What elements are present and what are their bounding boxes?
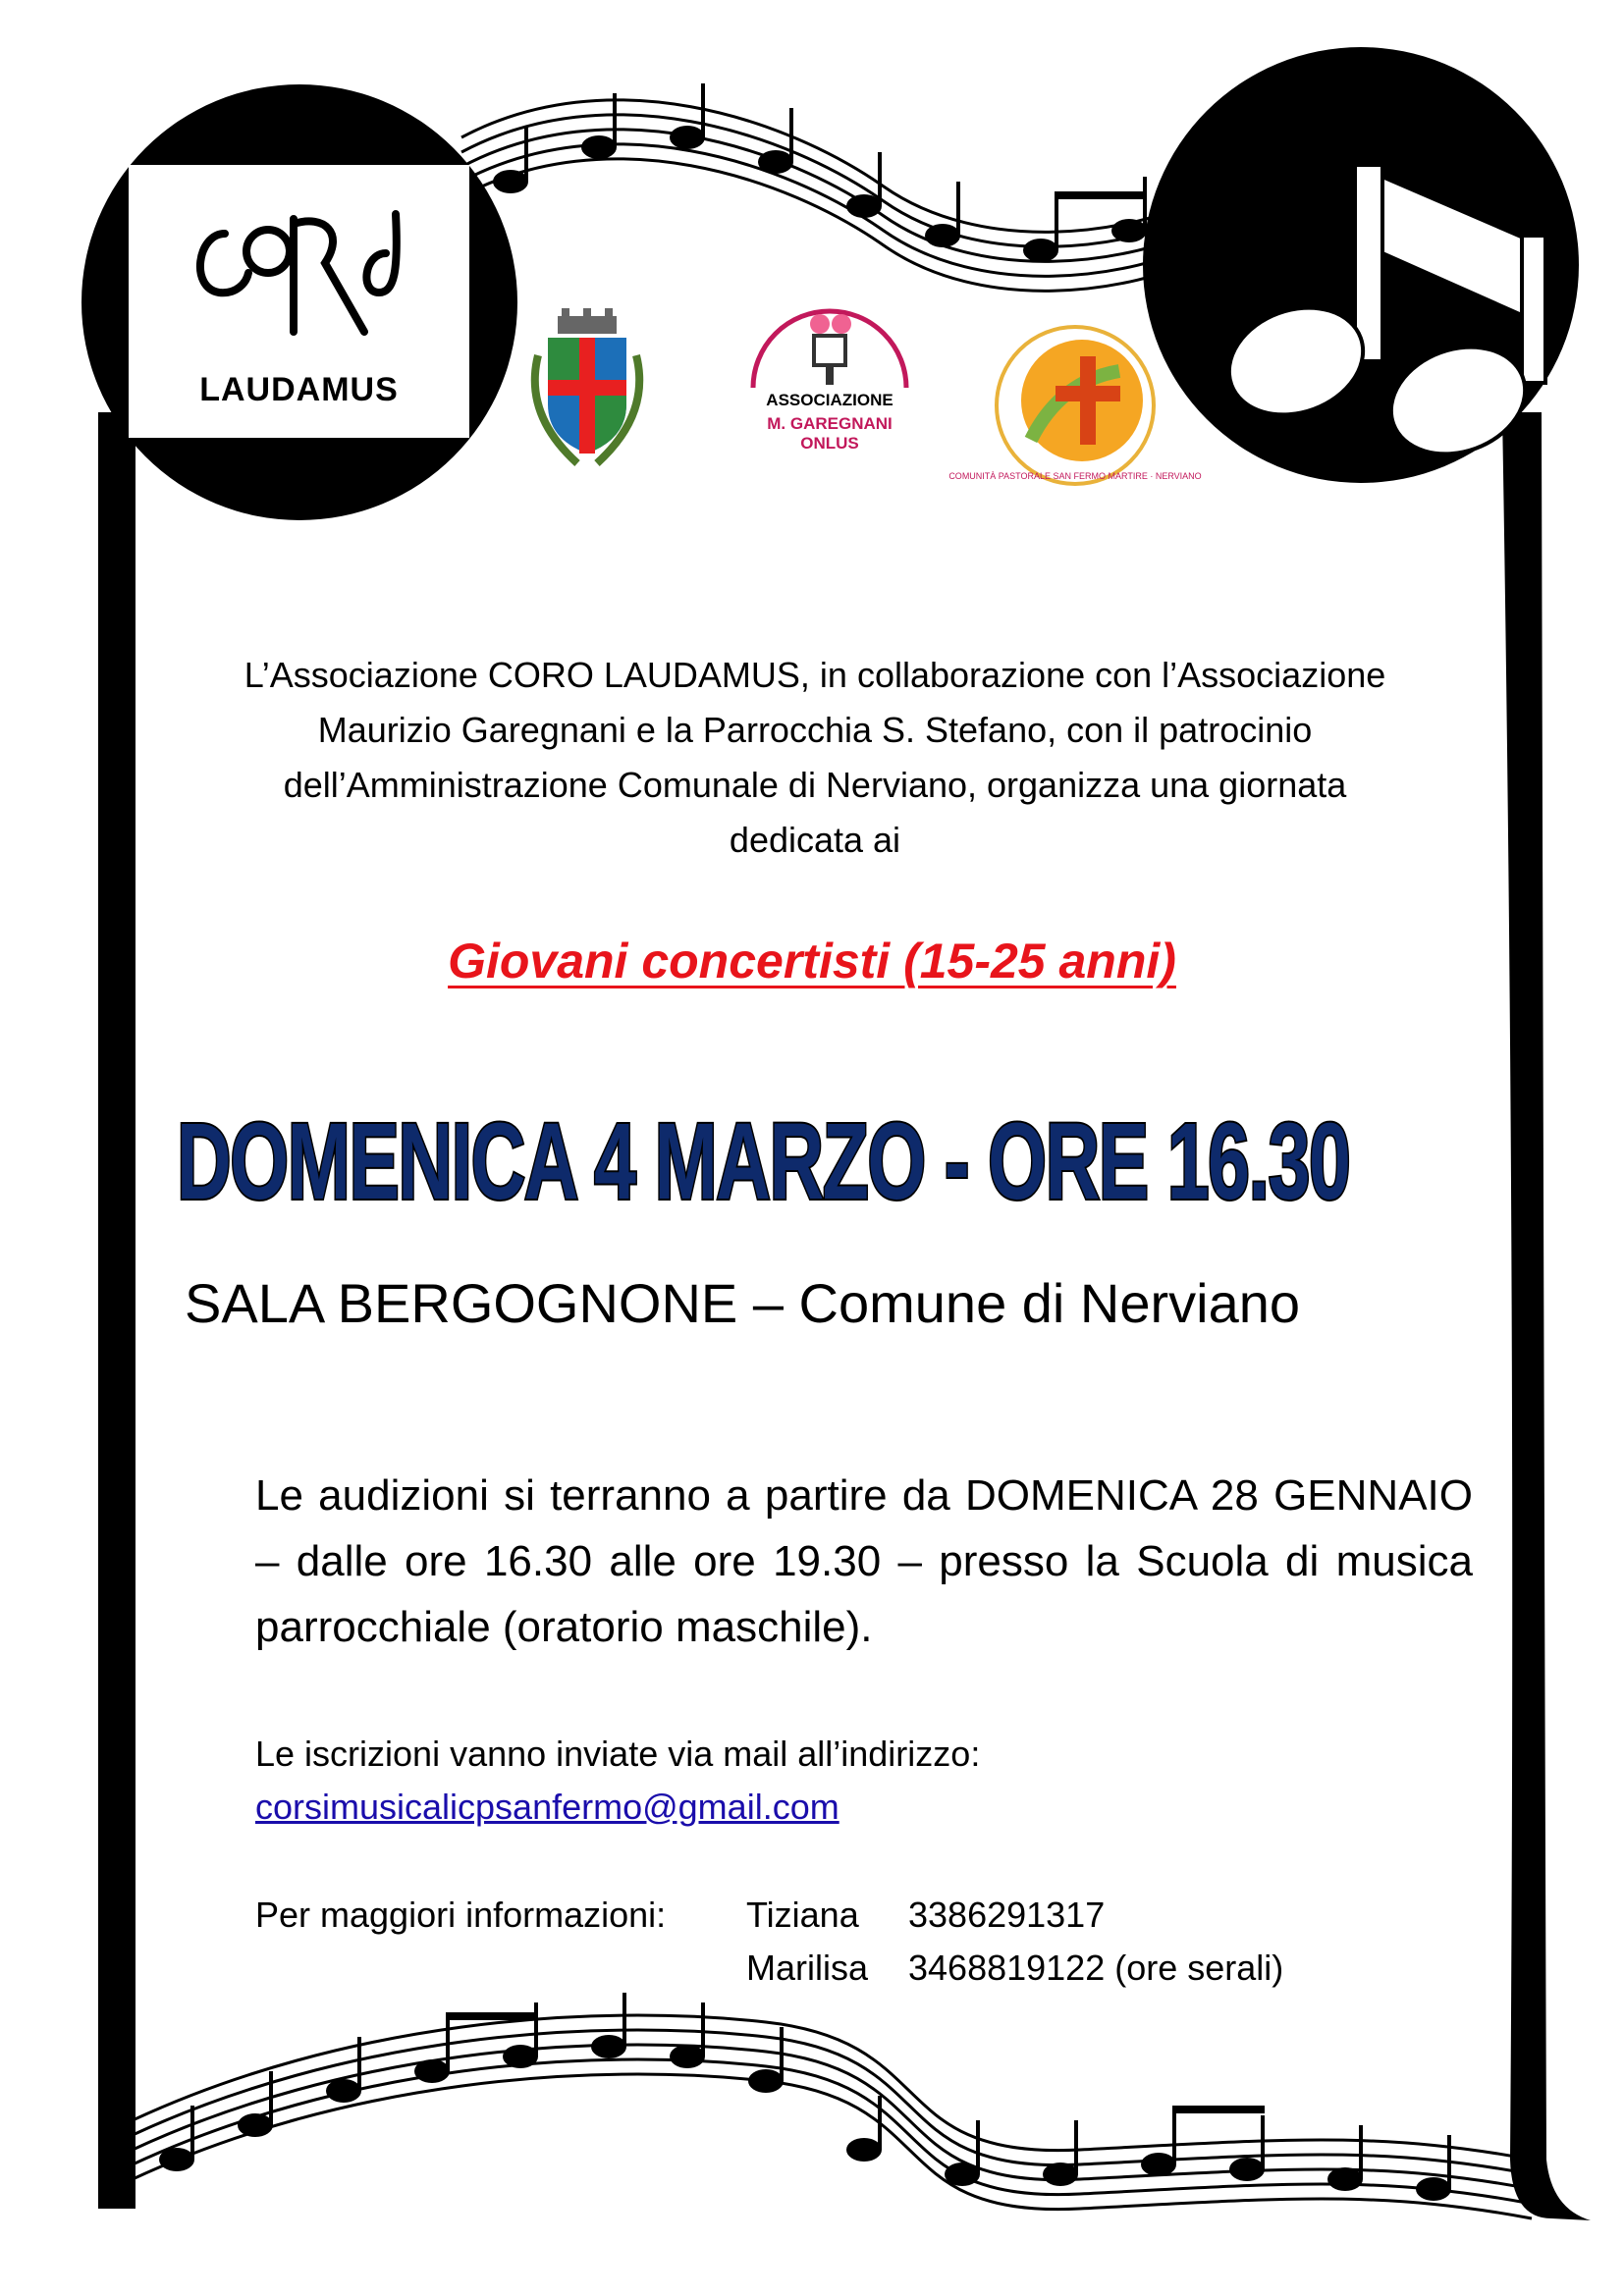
- top-staff-notes: [493, 83, 1147, 262]
- coro-laudamus-logo: [129, 165, 469, 438]
- association-line2: M. GAREGNANI ONLUS: [767, 414, 893, 453]
- auditions-paragraph: Le audizioni si terranno a partire da DOMENICA 28 GENNAIO – dalle ore 16.30 alle ore 19.30 – presso la Scuola di musica parrocchiale (oratorio maschile).: [255, 1471, 1473, 1651]
- logo-word: LAUDAMUS: [199, 371, 399, 408]
- contact-name: Tiziana: [746, 1895, 859, 1935]
- intro-line: Maurizio Garegnani e la Parrocchia S. Stefano, con il patrocinio: [317, 710, 1313, 750]
- intro-line: dell’Amministrazione Comunale di Nerviano, organizza una giornata: [283, 765, 1347, 805]
- bottom-staff-ribbon: [133, 2015, 1532, 2218]
- info-label: Per maggiori informazioni:: [255, 1895, 667, 1935]
- association-arch-icon: [741, 294, 918, 393]
- municipal-crest-icon: [518, 306, 656, 473]
- bottom-staff-notes: [159, 1993, 1451, 2201]
- parish-logo-text: COMUNITÀ PASTORALE SAN FERMO MARTIRE · NERVIANO: [948, 471, 1202, 481]
- garegnani-association-logo: [741, 294, 918, 452]
- contact-phone: 3468819122 (ore serali): [908, 1948, 1284, 1988]
- left-frame-bar: [98, 412, 135, 2209]
- info-label-spacer: [255, 1942, 746, 1995]
- cord-logo-icon: [178, 194, 413, 342]
- info-block: [255, 1889, 1434, 1995]
- event-headline: [0, 933, 1624, 989]
- headline-text: Giovani concertisti (15-25 anni): [448, 934, 1176, 988]
- intro-line: dedicata ai: [729, 820, 901, 860]
- registration-block: [255, 1728, 1434, 1834]
- contact-name: Marilisa: [746, 1948, 869, 1988]
- event-date-time: DOMENICA 4 MARZO - ORE 16.30: [177, 1101, 1350, 1222]
- contact-phone: 3386291317: [908, 1895, 1106, 1935]
- association-line1: ASSOCIAZIONE: [766, 391, 893, 409]
- intro-paragraph: [167, 648, 1463, 868]
- info-row: [255, 1942, 1434, 1995]
- right-frame-bar: [1502, 412, 1591, 2220]
- parish-community-logo-icon: [948, 322, 1202, 489]
- registration-email-link[interactable]: corsimusicalicpsanfermo@gmail.com: [255, 1787, 839, 1827]
- intro-line: L’Associazione CORO LAUDAMUS, in collaborazione con l’Associazione: [244, 655, 1386, 695]
- event-venue: SALA BERGOGNONE – Comune di Nerviano: [185, 1272, 1301, 1334]
- info-row: [255, 1889, 1434, 1942]
- registration-label: Le iscrizioni vanno inviate via mail all’indirizzo:: [255, 1734, 981, 1774]
